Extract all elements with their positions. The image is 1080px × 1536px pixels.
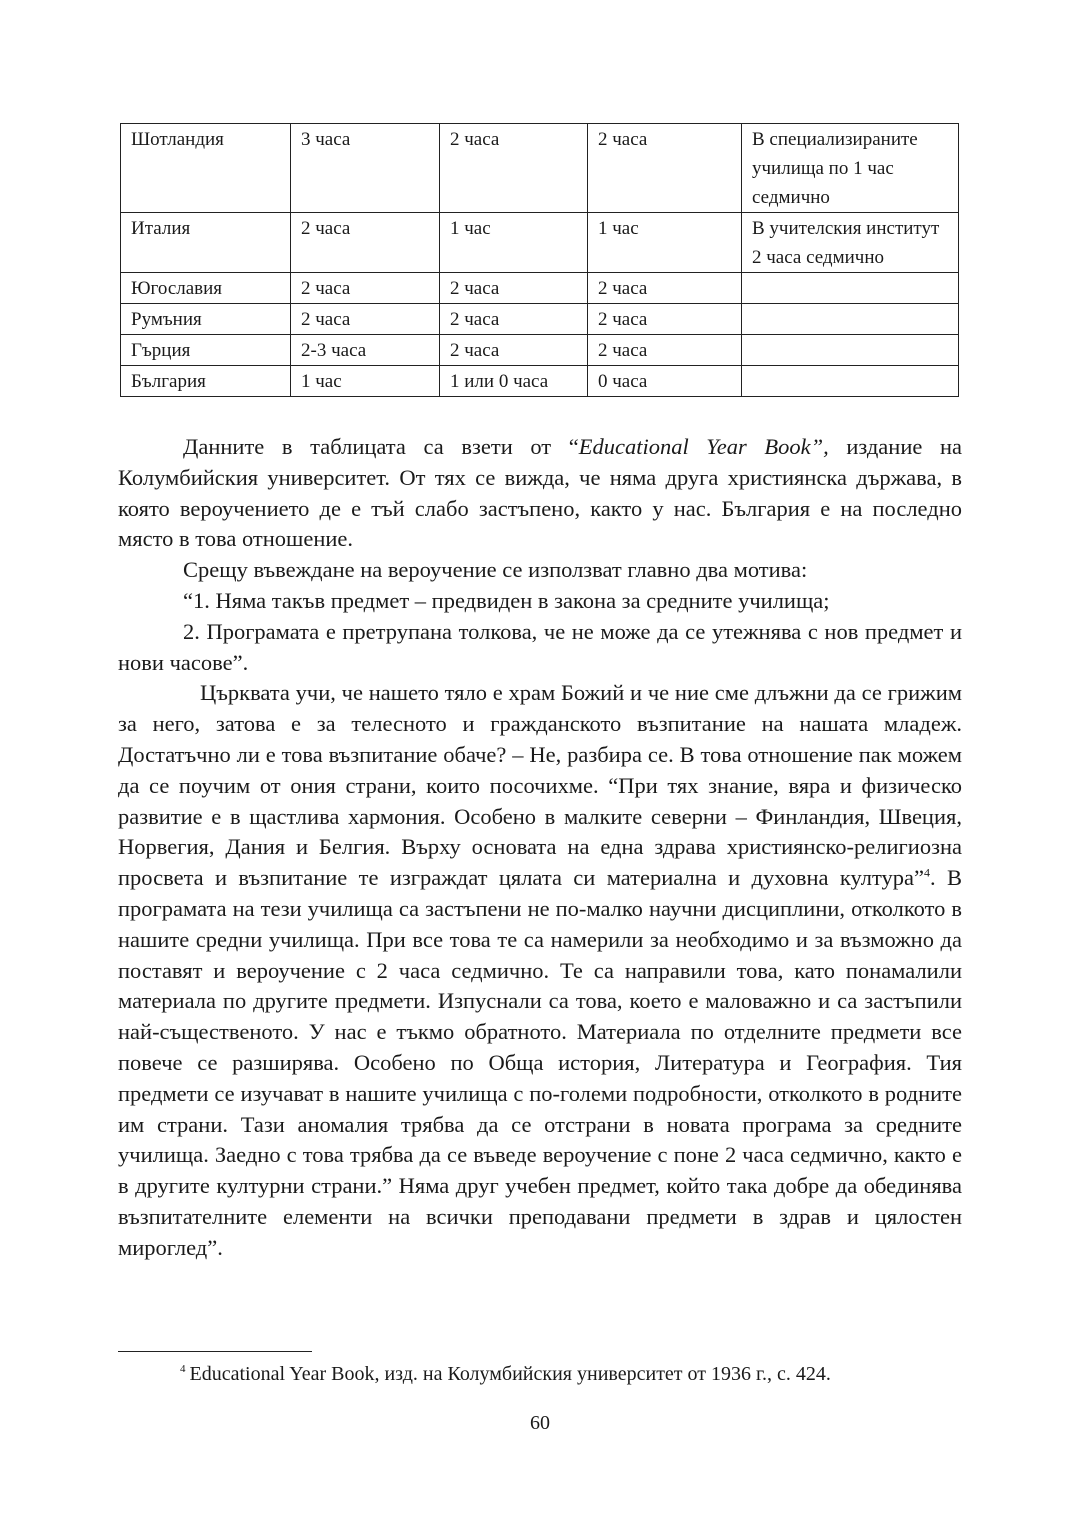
- table-row: [121, 213, 959, 273]
- hours-cell: 0 часа: [588, 366, 742, 397]
- footnote-divider: [118, 1351, 312, 1352]
- hours-cell: 2 часа: [291, 213, 440, 273]
- hours-cell: 1 или 0 часа: [440, 366, 588, 397]
- hours-cell: 2 часа: [440, 335, 588, 366]
- hours-cell: 1 час: [588, 213, 742, 273]
- religious-education-hours-table: [120, 123, 959, 397]
- hours-cell: 2 часа: [588, 124, 742, 213]
- country-cell: Гърция: [121, 335, 291, 366]
- table-row: [121, 273, 959, 304]
- table-row: [121, 335, 959, 366]
- table-row: [121, 304, 959, 335]
- paragraph-text: Данните в таблицата са взети от “: [183, 434, 579, 459]
- note-cell: [742, 335, 959, 366]
- hours-cell: 2 часа: [588, 335, 742, 366]
- paragraph-motive-2: 2. Програмата е претрупана толкова, че не може да се утежнява с нов предмет и нови часове”.: [118, 618, 962, 675]
- hours-cell: 2-3 часа: [291, 335, 440, 366]
- note-cell: В учителския институт 2 часа седмично: [742, 213, 959, 273]
- footnote-reference: 4: [923, 865, 930, 880]
- note-cell: [742, 304, 959, 335]
- hours-cell: 2 часа: [291, 304, 440, 335]
- hours-cell: 2 часа: [440, 124, 588, 213]
- footnote-mark: 4: [180, 1363, 186, 1376]
- hours-cell: 3 часа: [291, 124, 440, 213]
- footnote-text: Educational Year Book, изд. на Колумбийския университет от 1936 г., с. 424.: [189, 1363, 831, 1385]
- table-row: [121, 124, 959, 213]
- body-text: [118, 432, 962, 1264]
- paragraph-church: [118, 678, 962, 1263]
- country-cell: Югославия: [121, 273, 291, 304]
- paragraph-text: издание на Колумбийския университет. От тях се вижда, че няма друга християнска държава, в която вероучението де е тъй слабо застъпено, както у нас. България е на последно място в това отношение.: [118, 434, 962, 552]
- note-cell: [742, 366, 959, 397]
- paragraph-motives: Срещу въвеждане на вероучение се използват главно два мотива:: [183, 557, 808, 583]
- country-cell: България: [121, 366, 291, 397]
- hours-cell: 2 часа: [440, 304, 588, 335]
- country-cell: Румъния: [121, 304, 291, 335]
- paragraph-source: [118, 432, 962, 555]
- hours-cell: 2 часа: [291, 273, 440, 304]
- country-cell: Шотландия: [121, 124, 291, 213]
- page-number: 60: [530, 1412, 550, 1434]
- hours-cell: 2 часа: [440, 273, 588, 304]
- paragraph-text: . В програмата на тези училища са застъпени не по-малко научни дисциплини, отколкото в нашите средни училища. При все това те са намерили за необходимо и за възможно да поставят и вероучение с 2 часа седмично. Те са направили това, като понамалили материала по другите предмети. Изпуснали са това, което е маловажно и са застъпили най-същественото. У нас е тъкмо обратното. Материала по отделните предмети все повече се разширява. Особено по Обща история, Литература и География. Тия предмети се изучават в нашите училища с по-големи подробности, отколкото в родните им страни. Тази аномалия трябва да се отстрани в новата програма за средните училища. Заедно с това трябва да се въведе вероучение с поне 2 часа седмично, както е в другите културни страни.” Няма друг учебен предмет, който така добре да обединява възпитателните елементи на всички преподавани предмети в здрав и цялостен мироглед”.: [118, 865, 962, 1260]
- hours-cell: 2 часа: [588, 273, 742, 304]
- table-row: [121, 366, 959, 397]
- note-cell: [742, 273, 959, 304]
- note-cell: В специализираните училища по 1 час седмично: [742, 124, 959, 213]
- hours-cell: 1 час: [440, 213, 588, 273]
- hours-cell: 2 часа: [588, 304, 742, 335]
- hours-cell: 1 час: [291, 366, 440, 397]
- paragraph-motive-1: “1. Няма такъв предмет – предвиден в закона за средните училища;: [183, 587, 830, 613]
- footnote: [180, 1360, 970, 1388]
- country-cell: Италия: [121, 213, 291, 273]
- table-body: [121, 124, 959, 397]
- book-title: Educational Year Book”,: [578, 434, 829, 459]
- paragraph-text: Църквата учи, че нашето тяло е храм Божий и че ние сме длъжни да се грижим за него, затова е за телесното и гражданското възпитание на нашата младеж. Достатъчно ли е това възпитание обаче? – Не, разбира се. В това отношение пак можем да се поучим от ония страни, които посочихме. “При тях знание, вяра и физическо развитие е в щастлива хармония. Особено в малките северни – Финландия, Швеция, Норвегия, Дания и Белгия. Върху основата на една здрава християнско-религиозна просвета и възпитание те изграждат цялата си материална и духовна култура”: [118, 680, 962, 891]
